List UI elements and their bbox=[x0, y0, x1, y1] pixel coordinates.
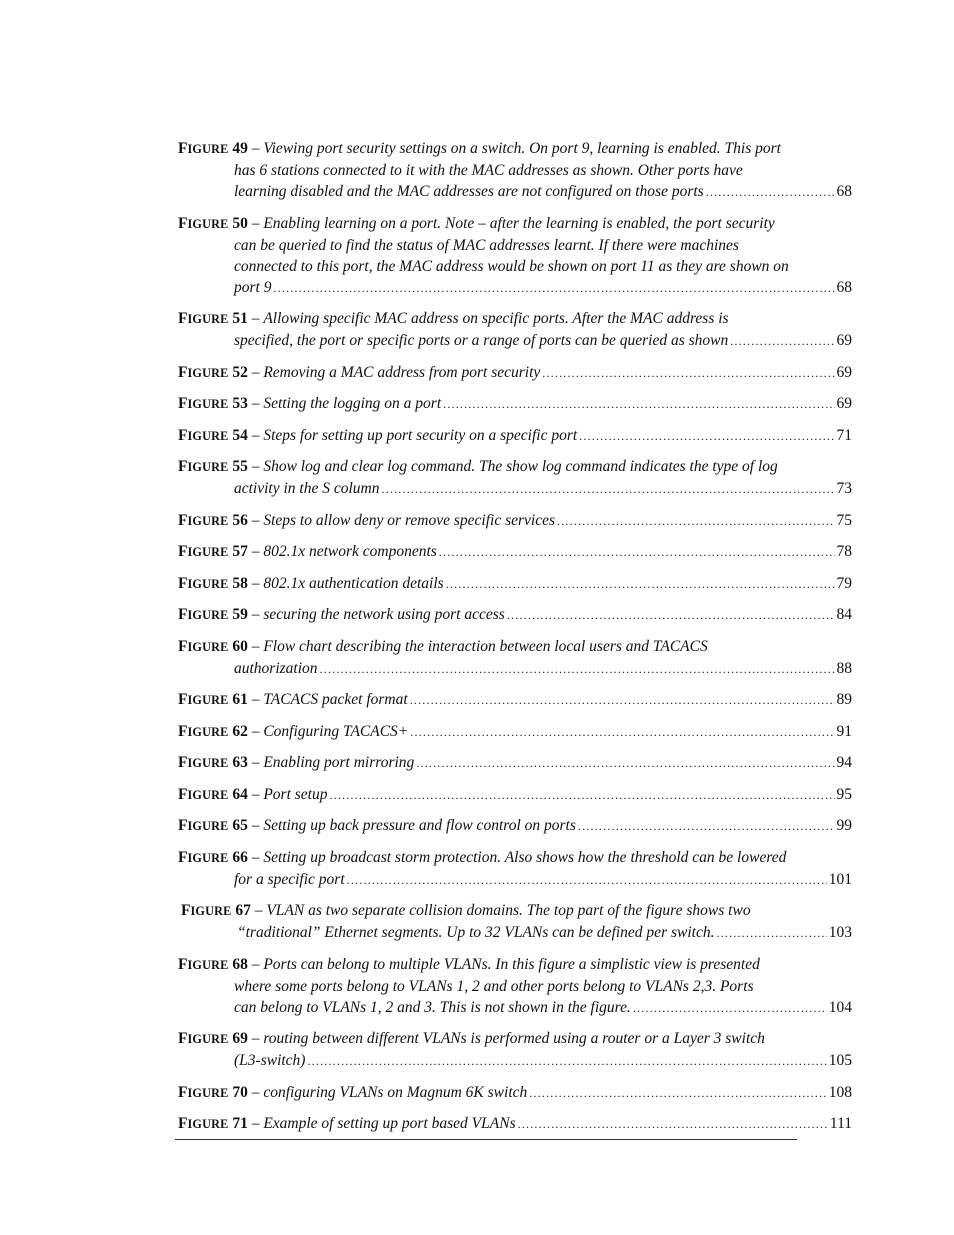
figure-label-initial: F bbox=[178, 1115, 188, 1132]
toc-entry-text bbox=[178, 784, 327, 806]
figure-caption: Setting up back pressure and flow control on ports bbox=[263, 817, 576, 834]
page-number: 88 bbox=[836, 659, 852, 677]
figure-caption: can be queried to find the status of MAC addresses learnt. If there were machines bbox=[234, 236, 739, 254]
figure-label-initial: F bbox=[178, 848, 188, 866]
figure-number: 71 bbox=[232, 1115, 248, 1132]
figure-label-rest: IGURE bbox=[187, 608, 229, 622]
page-number: 71 bbox=[836, 426, 852, 444]
separator: – bbox=[247, 140, 264, 157]
toc-entry[interactable] bbox=[178, 847, 852, 891]
figure-label-rest: IGURE bbox=[187, 787, 229, 802]
figure-label-rest: IGURE bbox=[187, 545, 229, 559]
page-number: 105 bbox=[828, 1052, 852, 1069]
dot-leader bbox=[557, 510, 834, 532]
figure-number: 56 bbox=[232, 511, 248, 529]
page-number: 103 bbox=[828, 924, 852, 941]
figure-label-initial: F bbox=[178, 817, 188, 834]
toc-entry-line bbox=[178, 478, 852, 500]
figure-label-rest: IGURE bbox=[187, 142, 229, 156]
toc-entry[interactable] bbox=[181, 900, 852, 944]
figure-label-rest: IGURE bbox=[187, 957, 229, 972]
toc-entry-line bbox=[178, 362, 852, 384]
figure-caption: 802.1x authentication details bbox=[263, 574, 444, 592]
figure-caption: Enabling port mirroring bbox=[263, 754, 415, 771]
figure-number: 63 bbox=[232, 754, 248, 771]
figure-number: 69 bbox=[232, 1030, 248, 1047]
separator: – bbox=[247, 754, 264, 771]
figure-caption: Viewing port security settings on a switch. On port 9, learning is enabled. This port bbox=[263, 140, 781, 157]
toc-entry-text bbox=[178, 425, 577, 447]
toc-entry-text bbox=[178, 815, 576, 837]
figure-number: 66 bbox=[232, 848, 248, 866]
figure-label-rest: IGURE bbox=[187, 819, 229, 833]
figure-label bbox=[181, 902, 251, 919]
toc-entry-line bbox=[178, 330, 852, 352]
toc-entry-line bbox=[178, 721, 852, 743]
figure-label-rest: IGURE bbox=[187, 1032, 229, 1046]
toc-entry-line bbox=[178, 1113, 852, 1135]
figure-label-initial: F bbox=[178, 785, 188, 803]
toc-entry-line bbox=[178, 138, 852, 160]
page-number: 111 bbox=[829, 1115, 852, 1132]
figure-label bbox=[178, 754, 248, 771]
figure-label-initial: F bbox=[178, 511, 188, 529]
toc-entry-text bbox=[234, 237, 739, 254]
dot-leader bbox=[507, 604, 835, 626]
toc-entry-line bbox=[178, 1050, 852, 1072]
figure-label-initial: F bbox=[178, 691, 188, 708]
figure-caption: Port setup bbox=[263, 785, 328, 803]
figure-label bbox=[178, 1030, 248, 1047]
toc-entry-line bbox=[178, 456, 852, 478]
figure-caption: where some ports belong to VLANs 1, 2 and other ports belong to VLANs 2,3. Ports bbox=[234, 977, 754, 995]
figure-label-initial: F bbox=[178, 1083, 188, 1101]
separator: – bbox=[247, 955, 264, 973]
figure-label bbox=[178, 723, 248, 740]
toc-entry-text bbox=[178, 604, 505, 626]
toc-entry-text bbox=[234, 162, 743, 179]
figure-label-initial: F bbox=[178, 140, 188, 157]
toc-entry-line bbox=[178, 235, 852, 256]
toc-entry-line bbox=[178, 604, 852, 626]
figure-caption: activity in the S column bbox=[234, 480, 380, 497]
figure-number: 60 bbox=[232, 637, 248, 655]
toc-entry-text bbox=[178, 721, 408, 743]
toc-entry-line bbox=[178, 277, 852, 299]
toc-entry-line bbox=[178, 784, 852, 806]
toc-entry[interactable] bbox=[178, 308, 852, 352]
figure-caption: Allowing specific MAC address on specific ports. After the MAC address is bbox=[263, 310, 729, 327]
figure-number: 52 bbox=[232, 363, 248, 381]
dot-leader bbox=[439, 541, 835, 563]
figure-label bbox=[178, 364, 248, 381]
dot-leader bbox=[307, 1050, 826, 1072]
toc-entry-text bbox=[234, 1050, 305, 1071]
figure-number: 68 bbox=[232, 955, 248, 973]
figure-label bbox=[178, 956, 248, 973]
toc-entry[interactable] bbox=[178, 1028, 852, 1072]
figure-label-rest: IGURE bbox=[187, 724, 229, 739]
figure-number: 49 bbox=[232, 140, 248, 157]
separator: – bbox=[247, 574, 264, 592]
dot-leader bbox=[578, 815, 835, 837]
separator: – bbox=[247, 606, 264, 623]
dot-leader bbox=[347, 869, 827, 891]
toc-entry-text bbox=[234, 258, 789, 275]
toc-entry-text bbox=[181, 902, 751, 919]
figure-caption: Setting up broadcast storm protection. Also shows how the threshold can be lowered bbox=[263, 848, 787, 866]
figure-caption: “traditional” Ethernet segments. Up to 32 VLANs can be defined per switch. bbox=[237, 924, 715, 941]
figure-label bbox=[178, 1115, 248, 1132]
toc-entry-text bbox=[178, 752, 414, 774]
separator: – bbox=[247, 214, 264, 232]
dot-leader bbox=[382, 478, 835, 500]
toc-entry-text bbox=[178, 510, 555, 532]
toc-entry-text bbox=[178, 638, 708, 655]
figure-label-initial: F bbox=[178, 722, 188, 740]
separator: – bbox=[247, 637, 264, 655]
figure-caption: Example of setting up port based VLANs bbox=[263, 1115, 516, 1132]
dot-leader bbox=[579, 425, 834, 447]
figure-caption: VLAN as two separate collision domains. The top part of the figure shows two bbox=[266, 902, 751, 919]
dot-leader bbox=[716, 922, 826, 944]
toc-entry-line bbox=[178, 393, 852, 415]
figure-label bbox=[178, 427, 248, 444]
toc-entry-line bbox=[178, 636, 852, 658]
toc-entry-text bbox=[178, 1030, 765, 1047]
separator: – bbox=[247, 1115, 264, 1132]
figure-caption: securing the network using port access bbox=[263, 606, 505, 623]
toc-entry[interactable] bbox=[178, 954, 852, 1019]
figure-label-initial: F bbox=[178, 606, 188, 623]
figure-number: 67 bbox=[235, 902, 251, 919]
figure-caption: routing between different VLANs is performed using a router or a Layer 3 switch bbox=[263, 1030, 765, 1047]
toc-entry[interactable] bbox=[178, 393, 852, 415]
figure-caption: Ports can belong to multiple VLANs. In this figure a simplistic view is presented bbox=[263, 955, 760, 973]
list-of-figures bbox=[178, 138, 852, 1145]
figure-caption: learning disabled and the MAC addresses are not configured on those ports bbox=[234, 183, 704, 200]
page-number: 104 bbox=[828, 998, 852, 1016]
page-number: 95 bbox=[836, 785, 852, 803]
separator: – bbox=[247, 363, 264, 381]
toc-entry-line bbox=[178, 658, 852, 680]
figure-label-rest: IGURE bbox=[187, 397, 229, 411]
figure-label-initial: F bbox=[178, 754, 188, 771]
figure-label bbox=[178, 638, 248, 655]
figure-caption: (L3-switch) bbox=[234, 1052, 306, 1069]
toc-entry-text bbox=[234, 978, 754, 995]
toc-entry[interactable] bbox=[178, 1113, 852, 1135]
toc-entry-line bbox=[178, 510, 852, 532]
figure-label-initial: F bbox=[178, 458, 188, 475]
page-number: 69 bbox=[836, 363, 852, 381]
toc-entry-text bbox=[178, 956, 760, 973]
figure-label-rest: IGURE bbox=[187, 693, 229, 707]
figure-caption: specified, the port or specific ports or a range of ports can be queried as shown bbox=[234, 332, 729, 349]
figure-label-rest: IGURE bbox=[187, 365, 229, 380]
figure-label-rest: IGURE bbox=[187, 1117, 229, 1131]
separator: – bbox=[247, 511, 264, 529]
toc-entry-text bbox=[234, 181, 704, 202]
toc-entry-line bbox=[178, 308, 852, 330]
toc-entry-text bbox=[178, 541, 437, 563]
figure-number: 62 bbox=[232, 722, 248, 740]
separator: – bbox=[247, 426, 264, 444]
figure-label-rest: IGURE bbox=[187, 513, 229, 528]
page-number: 89 bbox=[836, 691, 852, 708]
toc-entry[interactable] bbox=[178, 752, 852, 774]
figure-label bbox=[178, 786, 248, 803]
toc-entry-text bbox=[234, 658, 318, 679]
figure-label-rest: IGURE bbox=[187, 1085, 229, 1100]
figure-number: 64 bbox=[232, 785, 248, 803]
figure-label-initial: F bbox=[178, 574, 188, 592]
figure-caption: authorization bbox=[234, 659, 318, 677]
separator: – bbox=[247, 458, 264, 475]
toc-entry-text bbox=[178, 393, 441, 415]
figure-label bbox=[178, 140, 248, 157]
dot-leader bbox=[446, 573, 835, 595]
toc-entry[interactable] bbox=[178, 510, 852, 532]
dot-leader bbox=[706, 181, 835, 203]
toc-entry-line bbox=[178, 573, 852, 595]
toc-entry-line bbox=[178, 213, 852, 235]
figure-label bbox=[178, 543, 248, 560]
toc-entry-text bbox=[234, 478, 380, 499]
toc-entry-line bbox=[181, 900, 852, 922]
separator: – bbox=[247, 395, 264, 412]
page-number: 73 bbox=[836, 480, 852, 497]
figure-number: 57 bbox=[232, 543, 248, 560]
figure-label-initial: F bbox=[178, 1030, 188, 1047]
figure-number: 61 bbox=[232, 691, 248, 708]
separator: – bbox=[247, 817, 264, 834]
figure-label bbox=[178, 817, 248, 834]
toc-entry[interactable] bbox=[178, 1082, 852, 1104]
dot-leader bbox=[529, 1082, 826, 1104]
page-number: 108 bbox=[828, 1083, 852, 1101]
dot-leader bbox=[542, 362, 834, 384]
toc-entry-line bbox=[178, 847, 852, 869]
toc-entry[interactable] bbox=[178, 721, 852, 743]
figure-caption: 802.1x network components bbox=[263, 543, 437, 560]
toc-entry-line bbox=[178, 689, 852, 711]
figure-label bbox=[178, 849, 248, 866]
figure-number: 54 bbox=[232, 426, 248, 444]
figure-caption: Setting the logging on a port bbox=[263, 395, 442, 412]
figure-label-rest: IGURE bbox=[187, 756, 229, 770]
figure-number: 70 bbox=[232, 1083, 248, 1101]
dot-leader bbox=[443, 393, 834, 415]
figure-label bbox=[178, 1084, 248, 1101]
page-number: 101 bbox=[828, 870, 852, 888]
toc-entry[interactable] bbox=[178, 138, 852, 203]
separator: – bbox=[247, 1030, 264, 1047]
toc-entry-line bbox=[178, 181, 852, 203]
page-number: 68 bbox=[836, 183, 852, 200]
figure-caption: connected to this port, the MAC address would be shown on port 11 as they are shown on bbox=[234, 257, 789, 275]
figure-label-rest: IGURE bbox=[190, 904, 232, 918]
toc-entry[interactable] bbox=[178, 689, 852, 711]
page-number: 84 bbox=[836, 606, 852, 623]
page-number: 79 bbox=[836, 574, 852, 592]
toc-entry-text bbox=[178, 362, 540, 384]
figure-label bbox=[178, 512, 248, 529]
toc-entry[interactable] bbox=[178, 425, 852, 447]
figure-label-initial: F bbox=[178, 637, 188, 655]
toc-entry-line bbox=[178, 256, 852, 277]
toc-entry-text bbox=[234, 277, 271, 298]
page-number: 69 bbox=[836, 332, 852, 349]
toc-entry-line bbox=[178, 954, 852, 976]
toc-entry-line bbox=[178, 425, 852, 447]
figure-caption: Steps for setting up port security on a specific port bbox=[263, 426, 578, 444]
toc-entry-text bbox=[234, 330, 728, 351]
separator: – bbox=[247, 848, 264, 866]
dot-leader bbox=[518, 1113, 828, 1135]
separator: – bbox=[247, 785, 264, 803]
dot-leader bbox=[633, 997, 827, 1019]
figure-label-initial: F bbox=[178, 426, 188, 444]
figure-label-rest: IGURE bbox=[187, 576, 229, 591]
separator: – bbox=[247, 543, 264, 560]
dot-leader bbox=[273, 277, 834, 299]
figure-label-rest: IGURE bbox=[187, 312, 229, 326]
toc-entry-text bbox=[234, 869, 345, 890]
page-number: 91 bbox=[836, 722, 852, 740]
dot-leader bbox=[730, 330, 834, 352]
toc-entry[interactable] bbox=[178, 636, 852, 680]
toc-entry-text bbox=[237, 922, 714, 943]
toc-entry-line bbox=[178, 869, 852, 891]
toc-entry[interactable] bbox=[178, 456, 852, 500]
figure-label bbox=[178, 310, 248, 327]
figure-label bbox=[178, 395, 248, 412]
footer-rule bbox=[175, 1139, 797, 1140]
figure-label bbox=[178, 691, 248, 708]
figure-label-initial: F bbox=[178, 395, 188, 412]
figure-caption: Flow chart describing the interaction between local users and TACACS bbox=[263, 637, 708, 655]
figure-label bbox=[178, 215, 248, 232]
page-number: 99 bbox=[836, 817, 852, 834]
toc-entry[interactable] bbox=[178, 815, 852, 837]
toc-entry[interactable] bbox=[178, 784, 852, 806]
toc-entry-line bbox=[178, 815, 852, 837]
figure-caption: Removing a MAC address from port security bbox=[263, 363, 541, 381]
toc-entry[interactable] bbox=[178, 573, 852, 595]
figure-number: 55 bbox=[232, 458, 248, 475]
toc-entry[interactable] bbox=[178, 213, 852, 299]
separator: – bbox=[247, 722, 264, 740]
dot-leader bbox=[410, 689, 835, 711]
figure-label-initial: F bbox=[181, 902, 191, 919]
toc-entry[interactable] bbox=[178, 541, 852, 563]
toc-entry-line bbox=[178, 752, 852, 774]
figure-label bbox=[178, 606, 248, 623]
toc-entry-line bbox=[178, 997, 852, 1019]
dot-leader bbox=[416, 752, 834, 774]
figure-caption: has 6 stations connected to it with the MAC addresses as shown. Other ports have bbox=[234, 162, 743, 179]
toc-entry-text bbox=[178, 140, 781, 157]
separator: – bbox=[247, 691, 264, 708]
toc-entry[interactable] bbox=[178, 604, 852, 626]
figure-caption: Configuring TACACS+ bbox=[263, 722, 409, 740]
figure-caption: can belong to VLANs 1, 2 and 3. This is not shown in the figure. bbox=[234, 998, 631, 1016]
toc-entry-line bbox=[178, 976, 852, 997]
toc-entry-text bbox=[178, 689, 408, 711]
toc-entry-text bbox=[178, 215, 775, 232]
toc-entry-text bbox=[178, 1082, 527, 1104]
page-number: 68 bbox=[836, 278, 852, 296]
figure-number: 65 bbox=[232, 817, 248, 834]
figure-caption: Show log and clear log command. The show log command indicates the type of log bbox=[263, 458, 778, 475]
figure-caption: port 9 bbox=[234, 278, 272, 296]
figure-label-initial: F bbox=[178, 214, 188, 232]
figure-label bbox=[178, 458, 248, 475]
figure-number: 51 bbox=[232, 310, 248, 327]
figure-number: 58 bbox=[232, 574, 248, 592]
figure-label bbox=[178, 575, 248, 592]
figure-label-rest: IGURE bbox=[187, 460, 229, 474]
toc-entry-line bbox=[178, 541, 852, 563]
dot-leader bbox=[410, 721, 834, 743]
toc-entry-text bbox=[178, 849, 786, 866]
figure-caption: configuring VLANs on Magnum 6K switch bbox=[263, 1083, 528, 1101]
figure-label-initial: F bbox=[178, 363, 188, 381]
separator: – bbox=[247, 310, 264, 327]
figure-label-rest: IGURE bbox=[187, 428, 229, 443]
figure-label-initial: F bbox=[178, 543, 188, 560]
figure-caption: Steps to allow deny or remove specific services bbox=[263, 511, 556, 529]
toc-entry-line bbox=[178, 1082, 852, 1104]
figure-caption: Enabling learning on a port. Note – after the learning is enabled, the port security bbox=[263, 214, 775, 232]
figure-label-initial: F bbox=[178, 955, 188, 973]
figure-caption: for a specific port bbox=[234, 870, 345, 888]
separator: – bbox=[247, 1083, 264, 1101]
dot-leader bbox=[329, 784, 834, 806]
figure-label-rest: IGURE bbox=[187, 850, 229, 865]
figure-label-rest: IGURE bbox=[187, 216, 229, 231]
page-number: 94 bbox=[836, 754, 852, 771]
toc-entry-line bbox=[181, 922, 852, 944]
toc-entry[interactable] bbox=[178, 362, 852, 384]
figure-number: 50 bbox=[232, 214, 248, 232]
toc-entry-text bbox=[234, 997, 631, 1018]
figure-number: 53 bbox=[232, 395, 248, 412]
toc-entry-text bbox=[178, 458, 778, 475]
toc-entry-text bbox=[178, 573, 444, 595]
figure-caption: TACACS packet format bbox=[263, 691, 408, 708]
separator: – bbox=[250, 902, 267, 919]
page-number: 78 bbox=[836, 543, 852, 560]
page-number: 75 bbox=[836, 511, 852, 529]
figure-number: 59 bbox=[232, 606, 248, 623]
figure-label-rest: IGURE bbox=[187, 639, 229, 654]
toc-entry-text bbox=[178, 310, 729, 327]
page-number: 69 bbox=[836, 395, 852, 412]
toc-entry-line bbox=[178, 160, 852, 181]
toc-entry-text bbox=[178, 1113, 516, 1135]
figure-label-initial: F bbox=[178, 310, 188, 327]
toc-entry-line bbox=[178, 1028, 852, 1050]
dot-leader bbox=[320, 658, 835, 680]
